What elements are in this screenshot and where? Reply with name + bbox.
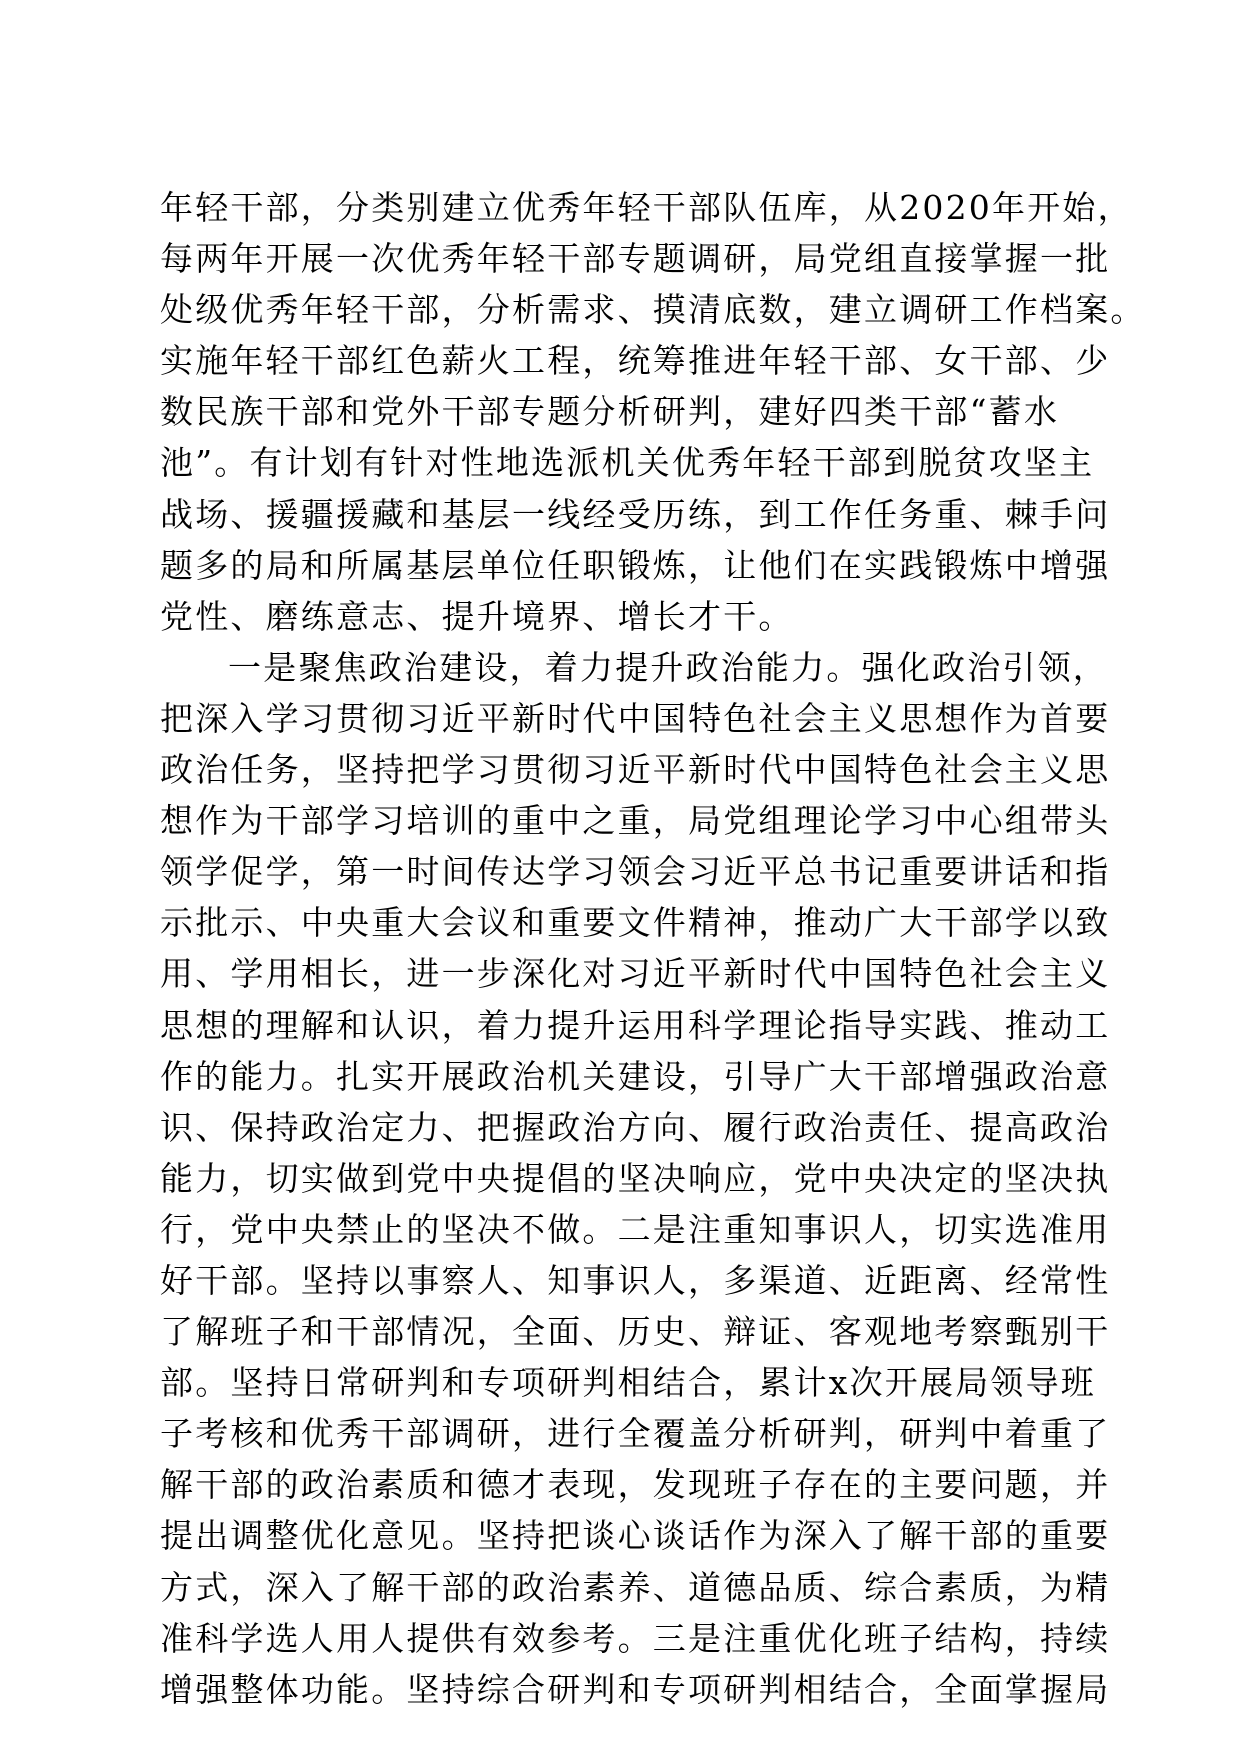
text-line-7: 战场、援疆援藏和基层一线经受历练，到工作任务重、棘手问 bbox=[160, 494, 1111, 534]
text-line-15: 示批示、中央重大会议和重要文件精神，推动广大干部学以致 bbox=[160, 903, 1111, 943]
text-line-18: 作的能力。扎实开展政治机关建设，引导广大干部增强政治意 bbox=[160, 1056, 1111, 1096]
text-line-16: 用、学用相长，进一步深化对习近平新时代中国特色社会主义 bbox=[160, 954, 1111, 994]
text-line-28: 方式，深入了解干部的政治素养、道德品质、综合素质，为精 bbox=[160, 1567, 1111, 1607]
text-line-10-paragraph-start: 一是聚焦政治建设，着力提升政治能力。强化政治引领， bbox=[228, 647, 1108, 687]
text-line-23: 了解班子和干部情况，全面、历史、辩证、客观地考察甄别干 bbox=[160, 1312, 1111, 1352]
text-line-9: 党性、磨练意志、提升境界、增长才干。 bbox=[160, 596, 794, 636]
text-line-11: 把深入学习贯彻习近平新时代中国特色社会主义思想作为首要 bbox=[160, 698, 1111, 738]
text-line-4: 实施年轻干部红色薪火工程，统筹推进年轻干部、女干部、少 bbox=[160, 341, 1111, 381]
body-text bbox=[160, 182, 1146, 1715]
text-line-13: 想作为干部学习培训的重中之重，局党组理论学习中心组带头 bbox=[160, 801, 1111, 841]
text-line-2: 每两年开展一次优秀年轻干部专题调研，局党组直接掌握一批 bbox=[160, 239, 1111, 279]
text-line-14: 领学促学，第一时间传达学习领会习近平总书记重要讲话和指 bbox=[160, 852, 1111, 892]
text-line-1: 年轻干部，分类别建立优秀年轻干部队伍库，从2020年开始， bbox=[160, 188, 1133, 227]
text-line-19: 识、保持政治定力、把握政治方向、履行政治责任、提高政治 bbox=[160, 1107, 1111, 1147]
text-line-3: 处级优秀年轻干部，分析需求、摸清底数，建立调研工作档案。 bbox=[160, 290, 1146, 330]
text-line-8: 题多的局和所属基层单位任职锻炼，让他们在实践锻炼中增强 bbox=[160, 545, 1111, 585]
text-line-20: 能力，切实做到党中央提倡的坚决响应，党中央决定的坚决执 bbox=[160, 1158, 1111, 1198]
text-line-30: 增强整体功能。坚持综合研判和专项研判相结合，全面掌握局 bbox=[160, 1669, 1111, 1709]
text-line-12: 政治任务，坚持把学习贯彻习近平新时代中国特色社会主义思 bbox=[160, 750, 1111, 790]
text-line-17: 思想的理解和认识，着力提升运用科学理论指导实践、推动工 bbox=[160, 1005, 1111, 1045]
text-line-27: 提出调整优化意见。坚持把谈心谈话作为深入了解干部的重要 bbox=[160, 1516, 1111, 1556]
text-line-26: 解干部的政治素质和德才表现，发现班子存在的主要问题，并 bbox=[160, 1465, 1111, 1505]
text-line-6: 池”。有计划有针对性地选派机关优秀年轻干部到脱贫攻坚主 bbox=[160, 443, 1095, 483]
text-line-21: 行，党中央禁止的坚决不做。二是注重知事识人，切实选准用 bbox=[160, 1209, 1111, 1249]
text-line-29: 准科学选人用人提供有效参考。三是注重优化班子结构，持续 bbox=[160, 1618, 1111, 1658]
text-line-22: 好干部。坚持以事察人、知事识人，多渠道、近距离、经常性 bbox=[160, 1260, 1111, 1300]
text-line-25: 子考核和优秀干部调研，进行全覆盖分析研判，研判中着重了 bbox=[160, 1414, 1111, 1454]
text-line-5: 数民族干部和党外干部专题分析研判，建好四类干部“蓄水 bbox=[160, 392, 1060, 432]
text-line-24: 部。坚持日常研判和专项研判相结合，累计x次开展局领导班 bbox=[160, 1363, 1097, 1403]
